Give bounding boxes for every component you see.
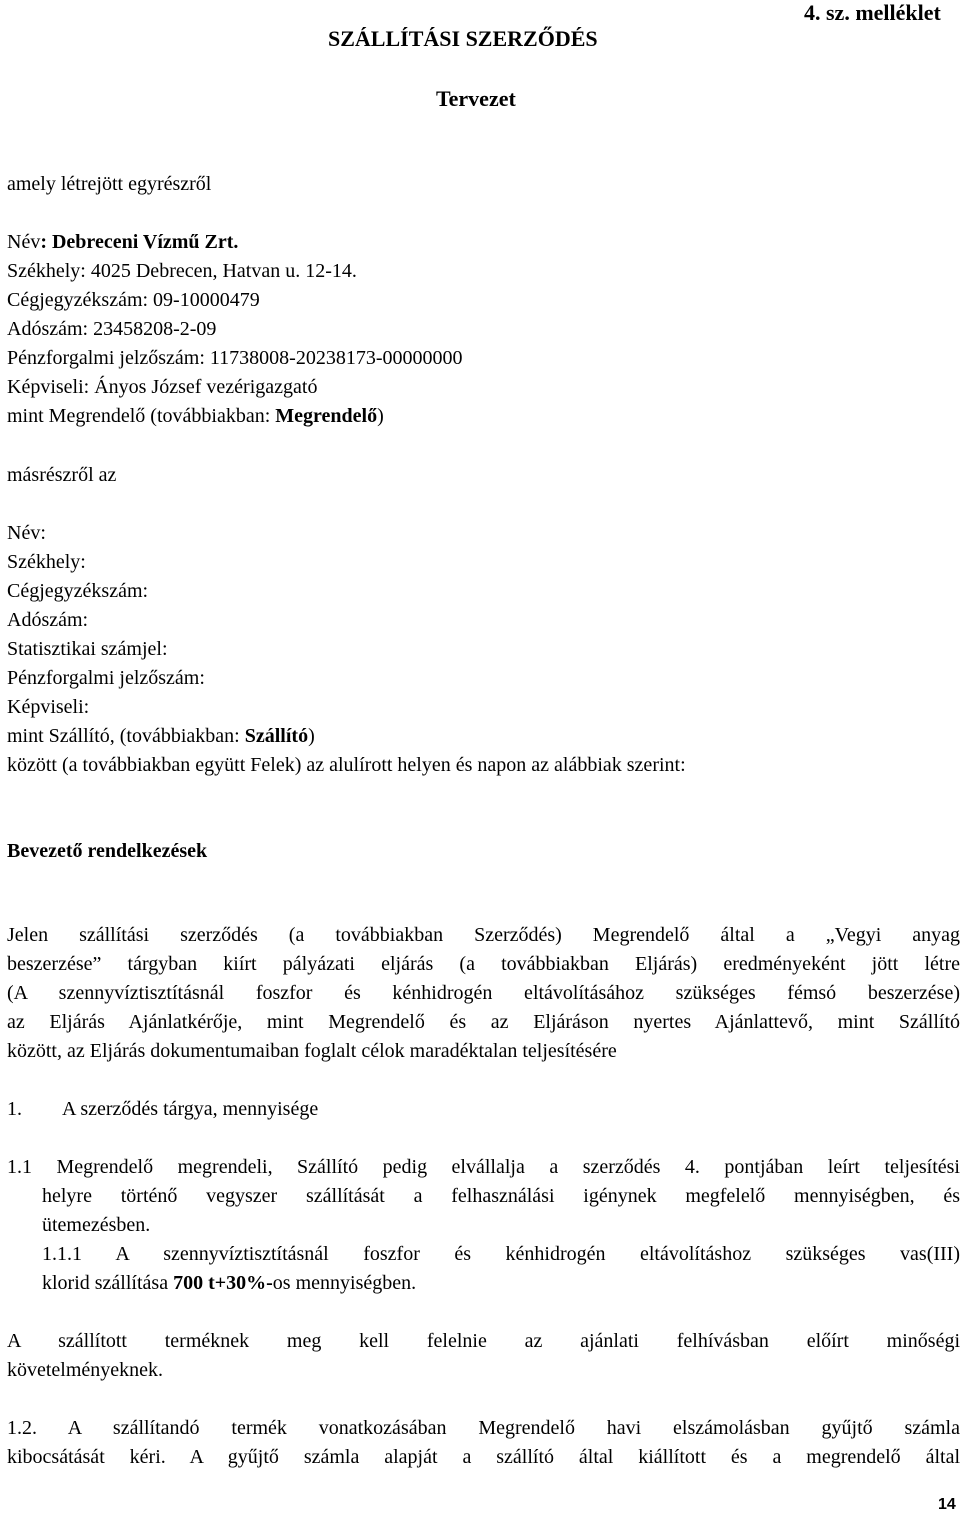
page-number: 14 — [938, 1496, 956, 1513]
party2-name: Név: — [7, 522, 46, 544]
party1-role — [7, 405, 384, 428]
intro-line-4: az Eljárás Ajánlatkérője, mint Megrendelő és az Eljáráson nyertes Ajánlattevő, mint Szállító — [7, 1011, 960, 1033]
party2-regno: Cégjegyzékszám: — [7, 580, 149, 602]
intro-line-3: (A szennyvíztisztításnál foszfor és kénhidrogén eltávolításához szükséges fémsó beszerzése) — [7, 982, 960, 1004]
p111-suffix: os mennyiségben. — [272, 1272, 417, 1294]
quality-line-2: követelményeknek. — [7, 1359, 164, 1381]
party2-tax: Adószám: — [7, 609, 89, 631]
party2-bank: Pénzforgalmi jelzőszám: — [7, 667, 205, 689]
p11-line-1: 1.1 Megrendelő megrendeli, Szállító pedig elvállalja a szerződés 4. pontjában leírt teljesítési — [7, 1156, 960, 1178]
party2-seat: Székhely: — [7, 551, 86, 573]
intro-line-1: Jelen szállítási szerződés (a továbbiakban Szerződés) Megrendelő által a „Vegyi anyag — [7, 924, 960, 946]
party1-name-value: : Debreceni Vízmű Zrt. — [40, 231, 239, 253]
p111-prefix: klorid szállítása — [42, 1272, 174, 1294]
party1-name-label: Név — [7, 231, 41, 253]
party1-tax: Adószám: 23458208-2-09 — [7, 318, 217, 340]
section-heading-intro: Bevezető rendelkezések — [7, 840, 208, 862]
section1-heading: A szerződés tárgya, mennyisége — [62, 1098, 319, 1120]
party1-role-prefix: mint Megrendelő (továbbiakban: — [7, 405, 276, 427]
document-title: SZÁLLÍTÁSI SZERZŐDÉS — [328, 26, 598, 51]
party2-stat: Statisztikai számjel: — [7, 638, 168, 660]
party2-intro: másrészről az — [7, 464, 117, 486]
party2-rep: Képviseli: — [7, 696, 90, 718]
party2-role — [7, 725, 315, 748]
annex-label: 4. sz. melléklet — [804, 0, 941, 25]
party1-role-bold: Megrendelő — [275, 405, 378, 427]
section1-number: 1. — [7, 1098, 22, 1120]
intro-line-5: között, az Eljárás dokumentumaiban foglalt célok maradéktalan teljesítésére — [7, 1040, 617, 1062]
party2-between: között (a továbbiakban együtt Felek) az alulírott helyen és napon az alábbiak szerint: — [7, 754, 686, 776]
party1-rep: Képviseli: Ányos József vezérigazgató — [7, 376, 318, 398]
intro-line-2: beszerzése” tárgyban kiírt pályázati eljárás (a továbbiakban Eljárás) eredményeként jött létre — [7, 953, 960, 975]
party2-role-suffix: ) — [308, 725, 315, 747]
document-subtitle: Tervezet — [436, 86, 516, 111]
p12-line-1: 1.2. A szállítandó termék vonatkozásában Megrendelő havi elszámolásban gyűjtő számla — [7, 1417, 960, 1439]
p12-line-2: kibocsátását kéri. A gyűjtő számla alapját a szállító által kiállított és a megrendelő által — [7, 1446, 960, 1468]
party2-role-prefix: mint Szállító, (továbbiakban: — [7, 725, 245, 747]
party1-role-suffix: ) — [377, 405, 384, 427]
party1-name — [7, 231, 238, 254]
p111-line-2 — [42, 1272, 416, 1295]
p111-line-1: 1.1.1 A szennyvíztisztításnál foszfor és kénhidrogén eltávolításhoz szükséges vas(III) — [42, 1243, 960, 1265]
quality-line-1: A szállított terméknek meg kell felelnie az ajánlati felhívásban előírt minőségi — [7, 1330, 960, 1352]
p111-quantity: 700 t+30%- — [173, 1272, 273, 1294]
p11-line-2: helyre történő vegyszer szállítását a felhasználási igénynek megfelelő mennyiségben, és — [42, 1185, 960, 1207]
party1-seat: Székhely: 4025 Debrecen, Hatvan u. 12-14. — [7, 260, 357, 282]
party2-role-bold: Szállító — [244, 725, 309, 747]
party1-bank: Pénzforgalmi jelzőszám: 11738008-20238173-00000000 — [7, 347, 463, 369]
p11-line-3: ütemezésben. — [42, 1214, 151, 1236]
party1-intro: amely létrejött egyrészről — [7, 173, 212, 195]
party1-regno: Cégjegyzékszám: 09-10000479 — [7, 289, 260, 311]
